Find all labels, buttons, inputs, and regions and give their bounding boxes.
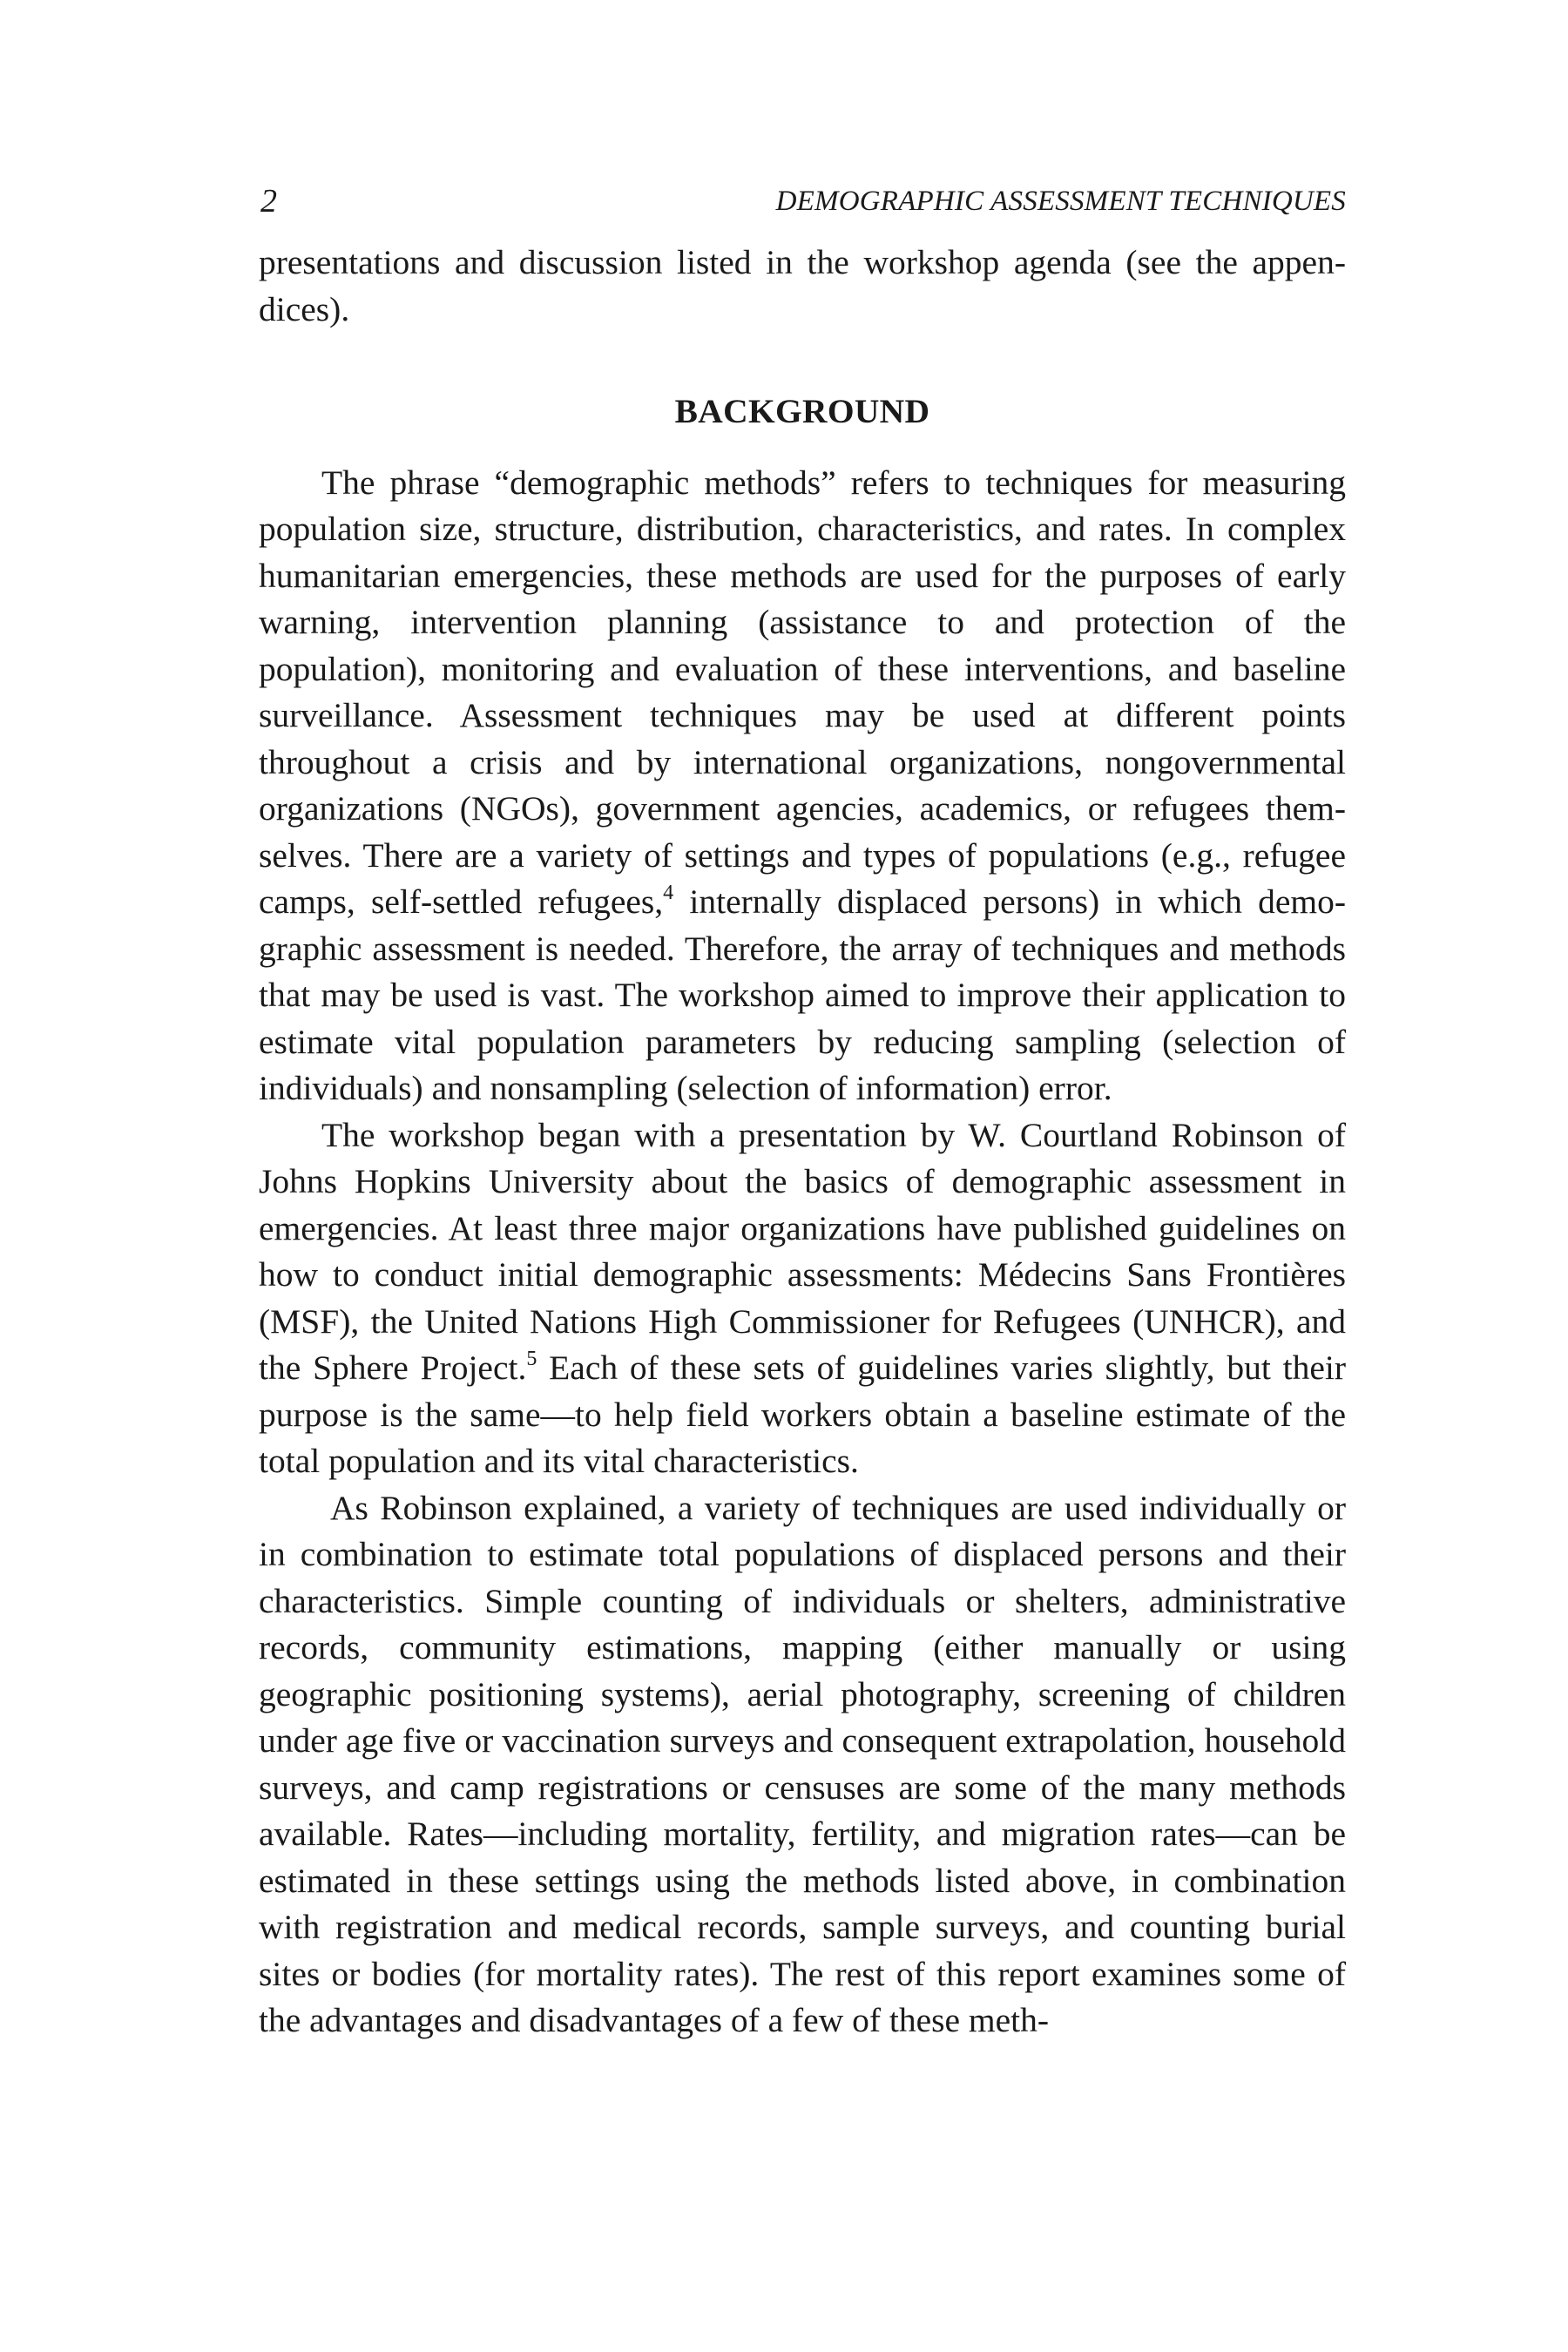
paragraph-text: Each of these sets of guidelines varies slightly, but their purpose is the same—to help field workers obtain a baseline estimate of the total population and its vital characteristics. (259, 1348, 1347, 1480)
paragraph-demographic-methods (259, 460, 1346, 1112)
footnote-ref: 4 (663, 882, 674, 904)
paragraph-workshop-presentation (259, 1112, 1346, 1485)
continuation-paragraph: presentations and discussion listed in the workshop agenda (see the appendices). (259, 243, 1346, 328)
paragraph-text: The workshop began with a presentation by W. Courtland Robinson of Johns Hopkins University about the basics of demographic assessment in emergencies. At least three major organizations have published guidelines on how to conduct initial demographic assessments: Médecins Sans Frontières (MSF), the United Nations High Commissioner for Refugees (UNHCR), and the Sphere Project. (259, 1115, 1346, 1387)
paragraph-text: The phrase “demographic methods” refers to techniques for measuring population size, structure, distribution, characteristics, and rates. In complex humanitarian emergencies, these methods are used for the purposes of early warning, intervention planning (assistance to and protection of the population), monitoring and evaluation of these interventions, and baseline surveillance. Assessment techniques may be used at different points throughout a crisis and by international organizations, nongovernmental organizations (NGOs), government agencies, academics, or refugees themselves. There are a variety of settings and types of populations (e.g., refugee camps, self-settled refugees, (259, 463, 1346, 921)
paragraph-text: internally displaced persons) in which demographic assessment is needed. Therefore, the array of techniques and methods that may be used is vast. The workshop aimed to improve their application to estimate vital population parameters by reducing sampling (selection of individuals) and nonsampling (selection of information) error. (259, 882, 1346, 1107)
running-head-title: DEMOGRAPHIC ASSESSMENT TECHNIQUES (775, 186, 1346, 217)
running-head (259, 179, 1346, 224)
section-heading: BACKGROUND (674, 392, 930, 430)
book-page (259, 179, 1346, 2044)
footnote-ref: 5 (526, 1348, 537, 1370)
page-number: 2 (260, 183, 277, 220)
paragraph-robinson-techniques: As Robinson explained, a variety of techniques are used individually or in combination to estimate total populations of displaced persons and their characteristics. Simple counting of individuals or shelters, administrative records, community estimations, mapping (either manually or using geographic positioning systems), aerial photography, screening of children under age five or vaccination surveys and consequent extrapolation, household surveys, and camp registrations or censuses are some of the many methods available. Rates—including mortality, fertility, and migration rates—can be estimated in these settings using the methods listed above, in combination with registration and medical records, sample surveys, and counting burial sites or bodies (for mortality rates). The rest of this report examines some of the advantages and disadvantages of a few of these meth- (259, 1488, 1346, 2039)
